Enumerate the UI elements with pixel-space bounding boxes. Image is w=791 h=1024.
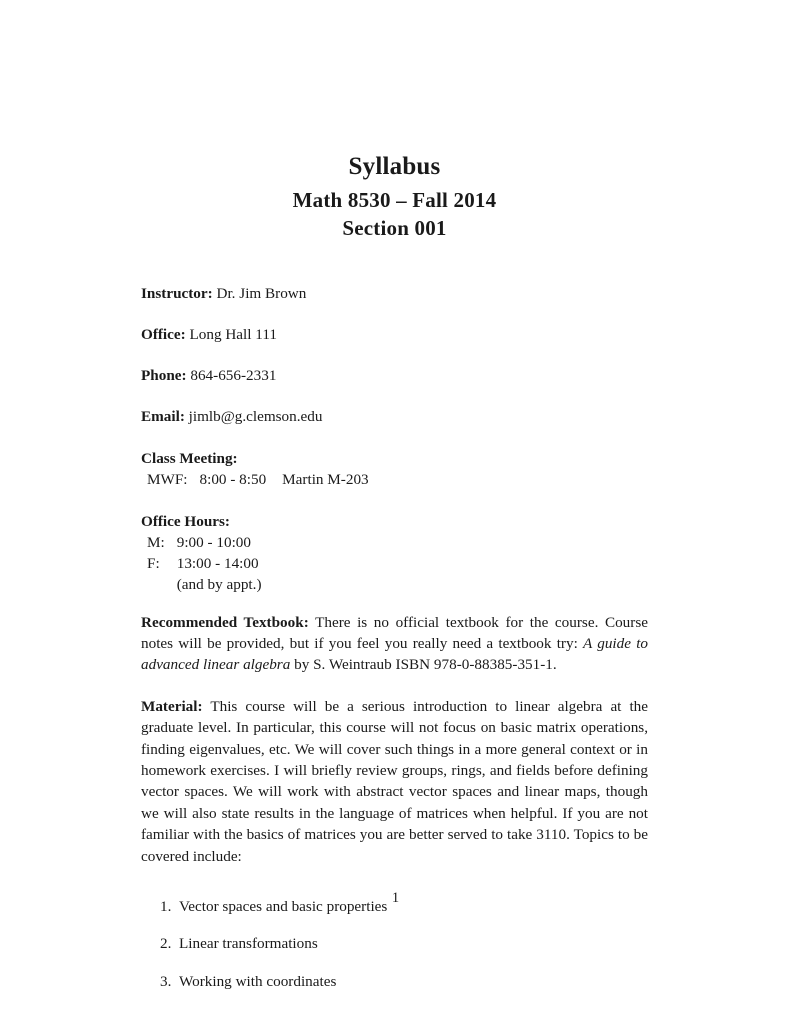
email-value: jimlb@g.clemson.edu: [188, 408, 323, 426]
phone-row: [141, 366, 648, 386]
phone-value: 864-656-2331: [190, 367, 277, 385]
office-hours-heading: Office Hours:: [141, 512, 230, 530]
course-subtitle: Math 8530 – Fall 2014: [292, 187, 497, 212]
material-text: This course will be a serious introduction to linear algebra at the graduate level. In particular, this course will not focus on basic matrix operations, finding eigenvalues, etc. We will cover such things in a more general context or in homework exercises. I will briefly review groups, rings, and fields before defining vector spaces. We will work with abstract vector spaces and linear maps, though we will also state results in the language of matrices when helpful. If you are not familiar with the basics of matrices you are better served to take 3110. Topics to be covered include:: [141, 697, 648, 865]
class-meeting-heading: Class Meeting:: [141, 449, 238, 467]
email-label: Email:: [141, 408, 185, 426]
material-label: Material:: [141, 697, 203, 715]
page-title: Syllabus: [348, 153, 441, 180]
textbook-text-before: There is no official textbook for the course. Course notes will be provided, but if you feel you really need a textbook try:: [141, 613, 648, 652]
office-hours-day-2: F:: [147, 554, 160, 572]
class-meeting-days: MWF:: [147, 470, 188, 488]
textbook-paragraph: [141, 612, 648, 676]
title-spacer: [141, 242, 648, 263]
textbook-text-after: by S. Weintraub ISBN 978-0-88385-351-1.: [294, 656, 557, 674]
phone-label: Phone:: [141, 367, 187, 385]
office-hours-section: [141, 512, 648, 596]
office-label: Office:: [141, 326, 186, 344]
document-body: [141, 152, 648, 1008]
office-hours-appointment-note: (and by appt.): [176, 575, 262, 593]
section-subtitle: Section 001: [342, 216, 447, 241]
topic-number: 3.: [160, 972, 172, 990]
office-row: [141, 325, 648, 345]
list-item: [141, 933, 648, 954]
material-paragraph: [141, 696, 648, 867]
office-hours-day-3: [147, 575, 177, 596]
topic-number: 2.: [160, 935, 172, 953]
instructor-value: Dr. Jim Brown: [216, 285, 307, 303]
class-meeting-table: [147, 470, 369, 491]
topic-label: Linear transformations: [179, 935, 318, 953]
page-number: 1: [391, 890, 400, 906]
class-meeting-location: Martin M-203: [282, 470, 369, 488]
topic-label: Vector spaces and basic properties: [179, 898, 388, 916]
instructor-label: Instructor:: [141, 285, 213, 303]
table-row: [147, 575, 262, 596]
office-hours-day-1: M:: [147, 533, 165, 551]
topic-number: 1.: [160, 898, 172, 916]
instructor-row: [141, 284, 648, 304]
office-hours-time-1: 9:00 - 10:00: [176, 533, 251, 551]
table-row: [147, 470, 369, 491]
topic-label: Working with coordinates: [179, 972, 337, 990]
office-hours-time-2: 13:00 - 14:00: [176, 554, 259, 572]
email-row: [141, 407, 648, 427]
topics-list: [141, 896, 648, 992]
title-block: [141, 152, 648, 242]
office-value: Long Hall 111: [189, 326, 277, 344]
textbook-label: Recommended Textbook:: [141, 613, 309, 631]
office-hours-table: [147, 533, 262, 596]
class-meeting-time: 8:00 - 8:50: [199, 470, 267, 488]
table-row: [147, 554, 262, 575]
textbook-title: A guide to advanced linear algebra: [141, 634, 649, 674]
table-row: [147, 533, 262, 554]
list-item: [141, 971, 648, 992]
class-meeting-section: [141, 449, 648, 491]
